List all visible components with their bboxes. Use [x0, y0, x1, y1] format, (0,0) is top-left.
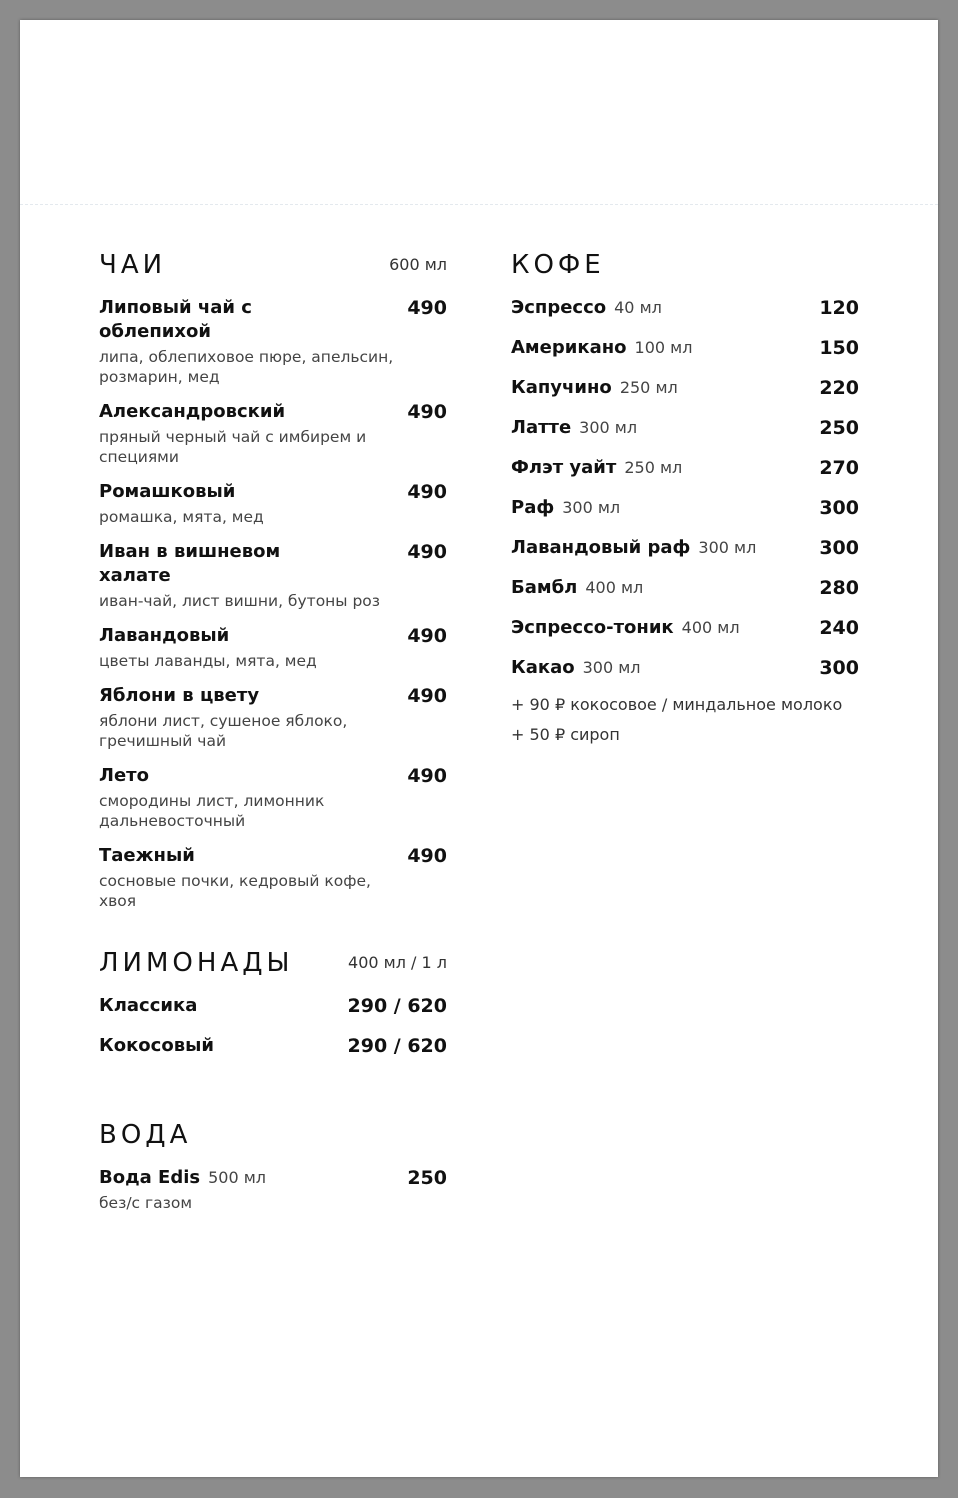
item-name: Классика — [99, 995, 198, 1016]
coffee-extra-milk: + 90 ₽ кокосовое / миндальное молоко — [511, 695, 843, 714]
item-name: Ромашковый — [99, 481, 236, 502]
item-name — [511, 496, 859, 520]
menu-item — [511, 336, 859, 376]
page-divider — [20, 204, 938, 205]
item-volume: 300 мл — [579, 418, 638, 437]
item-name-text: Эспрессо — [511, 297, 607, 318]
item-volume: 400 мл — [585, 578, 644, 597]
item-price: 490 — [407, 541, 447, 563]
lemonades-section — [99, 948, 447, 1074]
item-volume: 100 мл — [634, 338, 693, 357]
item-volume: 40 мл — [614, 298, 662, 317]
item-price: 490 — [407, 401, 447, 423]
item-name: Таежный — [99, 845, 195, 866]
item-price: 300 — [819, 497, 859, 519]
item-price: 220 — [819, 377, 859, 399]
item-name-text: Бамбл — [511, 577, 578, 598]
tea-section — [99, 250, 447, 924]
item-name — [511, 416, 859, 440]
item-name — [99, 1166, 447, 1190]
item-description: иван-чай, лист вишни, бутоны роз — [99, 592, 381, 610]
item-price: 290 / 620 — [347, 995, 447, 1017]
item-volume: 400 мл — [681, 618, 740, 637]
menu-item — [511, 576, 859, 616]
item-name: Лето — [99, 765, 149, 786]
item-name — [511, 376, 859, 400]
item-name-text: Латте — [511, 417, 572, 438]
item-price: 270 — [819, 457, 859, 479]
menu-item — [511, 656, 859, 696]
water-title: ВОДА — [99, 1120, 192, 1150]
item-name: Александровский — [99, 401, 286, 422]
item-name — [511, 576, 859, 600]
item-description: пряный черный чай с имбирем и специями — [99, 428, 367, 466]
item-price: 490 — [407, 685, 447, 707]
item-price: 240 — [819, 617, 859, 639]
item-price: 490 — [407, 625, 447, 647]
item-description: сосновые почки, кедровый кофе, хвоя — [99, 872, 371, 910]
menu-item — [99, 844, 447, 911]
item-price: 290 / 620 — [347, 1035, 447, 1057]
item-name-text: Капучино — [511, 377, 612, 398]
item-name-text: Вода Edis — [99, 1167, 201, 1188]
item-name: Липовый чай с облепихой — [99, 297, 252, 342]
menu-item — [511, 416, 859, 456]
item-name-text: Эспрессо-тоник — [511, 617, 674, 638]
menu-item — [99, 480, 447, 527]
item-name: Иван в вишневом халате — [99, 541, 281, 586]
item-price: 490 — [407, 765, 447, 787]
item-price: 490 — [407, 845, 447, 867]
item-volume: 500 мл — [208, 1168, 267, 1187]
item-description: липа, облепиховое пюре, апельсин, розмарин, мед — [99, 348, 394, 386]
item-description: яблони лист, сушеное яблоко, гречишный чай — [99, 712, 348, 750]
item-name — [511, 536, 859, 560]
item-price: 250 — [407, 1167, 447, 1189]
lemonades-title: ЛИМОНАДЫ — [99, 948, 294, 978]
menu-item — [99, 1034, 447, 1074]
menu-item — [99, 1166, 447, 1213]
item-name — [511, 336, 859, 360]
tea-title: ЧАИ — [99, 250, 167, 280]
coffee-extra-syrup: + 50 ₽ сироп — [511, 725, 620, 744]
item-price: 490 — [407, 297, 447, 319]
item-price: 300 — [819, 657, 859, 679]
item-volume: 250 мл — [619, 378, 678, 397]
item-price: 250 — [819, 417, 859, 439]
item-name — [511, 296, 859, 320]
item-volume: 300 мл — [562, 498, 621, 517]
menu-item — [511, 296, 859, 336]
item-name-text: Лавандовый раф — [511, 537, 691, 558]
item-name: Кокосовый — [99, 1035, 214, 1056]
menu-item — [99, 400, 447, 467]
item-description: ромашка, мята, мед — [99, 508, 264, 526]
item-price: 280 — [819, 577, 859, 599]
menu-item — [99, 994, 447, 1034]
menu-item — [511, 456, 859, 496]
item-name — [511, 616, 859, 640]
menu-item — [511, 616, 859, 656]
menu-item — [99, 684, 447, 751]
coffee-section — [511, 250, 859, 754]
item-price: 120 — [819, 297, 859, 319]
item-name-text: Американо — [511, 337, 627, 358]
item-description: без/с газом — [99, 1194, 193, 1212]
item-price: 150 — [819, 337, 859, 359]
item-price: 490 — [407, 481, 447, 503]
item-name-text: Раф — [511, 497, 555, 518]
menu-item — [99, 624, 447, 671]
item-name — [511, 656, 859, 680]
menu-item — [511, 376, 859, 416]
item-name: Лавандовый — [99, 625, 230, 646]
item-description: цветы лаванды, мята, мед — [99, 652, 317, 670]
item-volume: 300 мл — [698, 538, 757, 557]
lemonades-volume-note: 400 мл / 1 л — [348, 953, 447, 972]
item-name — [511, 456, 859, 480]
menu-item — [99, 764, 447, 831]
item-name-text: Какао — [511, 657, 575, 678]
menu-item — [99, 540, 447, 611]
menu-item — [99, 296, 447, 387]
water-section — [99, 1120, 447, 1213]
coffee-title: КОФЕ — [511, 250, 605, 280]
item-price: 300 — [819, 537, 859, 559]
item-volume: 250 мл — [624, 458, 683, 477]
item-name: Яблони в цвету — [99, 685, 260, 706]
menu-item — [511, 536, 859, 576]
tea-volume-note: 600 мл — [389, 255, 447, 274]
item-name-text: Флэт уайт — [511, 457, 617, 478]
menu-item — [511, 496, 859, 536]
item-volume: 300 мл — [582, 658, 641, 677]
item-description: смородины лист, лимонник дальневосточный — [99, 792, 325, 830]
